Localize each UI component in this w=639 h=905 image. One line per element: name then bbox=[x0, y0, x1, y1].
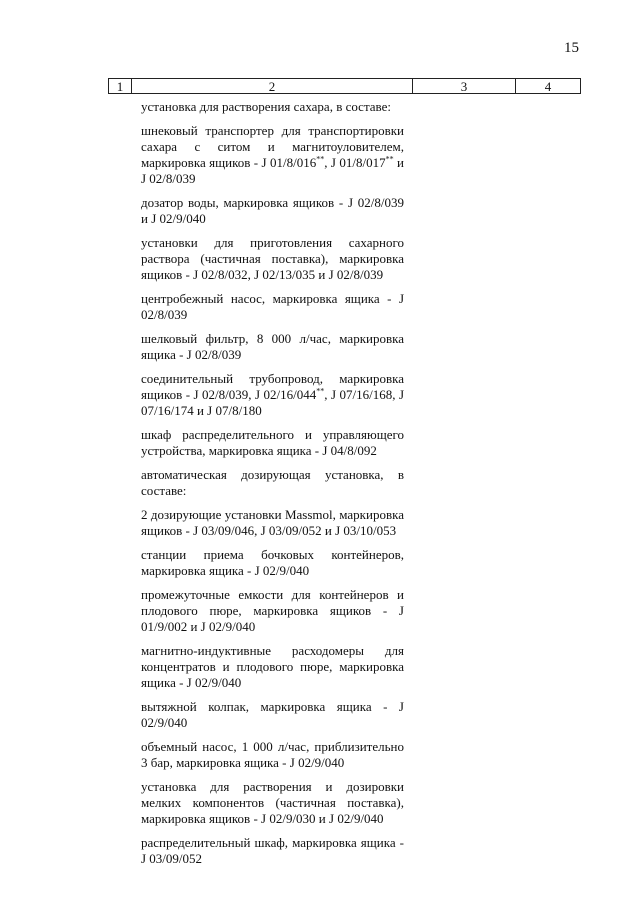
list-item: соединительный трубопровод, маркировка ящиков - J 02/8/039, J 02/16/044**, J 07/16/168, J 07/16/174 и J 07/8/180 bbox=[141, 371, 405, 418]
list-item: установка для растворения сахара, в составе: bbox=[141, 99, 392, 114]
list-item: автоматическая дозирующая установка, в составе: bbox=[141, 467, 404, 498]
list-item: дозатор воды, маркировка ящиков - J 02/8/039 и J 02/9/040 bbox=[141, 195, 404, 226]
list-item: магнитно-индуктивные расходомеры для концентратов и плодового пюре, маркировка ящика - J 02/9/040 bbox=[141, 643, 404, 690]
list-item: 2 дозирующие установки Massmol, маркировка ящиков - J 03/09/046, J 03/09/052 и J 03/10/053 bbox=[141, 507, 404, 538]
equipment-list bbox=[141, 99, 404, 875]
column-header-table bbox=[108, 78, 581, 94]
list-item: станции приема бочковых контейнеров, маркировка ящика - J 02/9/040 bbox=[141, 547, 404, 578]
list-item: распределительный шкаф, маркировка ящика - J 03/09/052 bbox=[141, 835, 404, 866]
list-item: вытяжной колпак, маркировка ящика - J 02/9/040 bbox=[141, 699, 404, 730]
list-item: шелковый фильтр, 8 000 л/час, маркировка ящика - J 02/8/039 bbox=[141, 331, 404, 362]
column-header-1: 1 bbox=[109, 79, 132, 94]
list-item: шнековый транспортер для транспортировки сахара с ситом и магнитоуловителем, маркировка ящиков - J 01/8/016**, J 01/8/017** и J 02/8/039 bbox=[141, 123, 404, 186]
list-item: установка для растворения и дозировки мелких компонентов (частичная поставка), маркировка ящиков - J 02/9/030 и J 02/9/040 bbox=[141, 779, 404, 826]
list-item: промежуточные емкости для контейнеров и плодового пюре, маркировка ящиков - J 01/9/002 и J 02/9/040 bbox=[141, 587, 404, 634]
column-header-3: 3 bbox=[413, 79, 516, 94]
column-header-row bbox=[109, 79, 581, 94]
column-header-2: 2 bbox=[132, 79, 413, 94]
list-item: установки для приготовления сахарного раствора (частичная поставка), маркировка ящиков - J 02/8/032, J 02/13/035 и J 02/8/039 bbox=[141, 235, 404, 282]
list-item: центробежный насос, маркировка ящика - J 02/8/039 bbox=[141, 291, 404, 322]
list-item: шкаф распределительного и управляющего устройства, маркировка ящика - J 04/8/092 bbox=[141, 427, 404, 458]
page-number: 15 bbox=[564, 40, 579, 56]
column-header-4: 4 bbox=[516, 79, 581, 94]
list-item: объемный насос, 1 000 л/час, приблизительно 3 бар, маркировка ящика - J 02/9/040 bbox=[141, 739, 404, 770]
